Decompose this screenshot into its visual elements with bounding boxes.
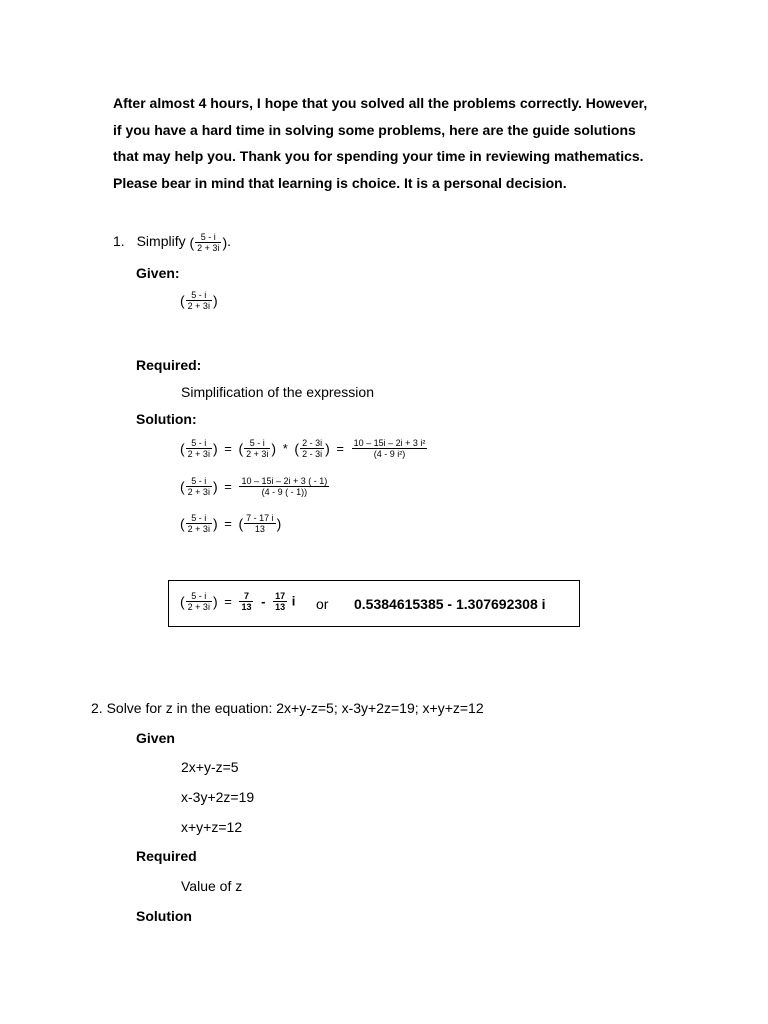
- equation: 2x+y-z=5: [181, 759, 239, 775]
- or-text: or: [316, 596, 329, 612]
- solution-label: Solution: [136, 908, 192, 924]
- given-label: Given: [136, 730, 175, 746]
- problem-2-heading: 2. Solve for z in the equation: 2x+y-z=5; x-3y+2z=19; x+y+z=12: [91, 700, 484, 716]
- intro-line: Please bear in mind that learning is choice. It is a personal decision.: [113, 174, 567, 191]
- required-text: Simplification of the expression: [181, 384, 374, 400]
- problem-prompt: Simplify: [136, 233, 186, 250]
- answer-decimal: 0.5384615385 - 1.307692308 i: [354, 596, 546, 612]
- required-label: Required:: [136, 357, 202, 373]
- solution-step-3: ( $\frac{5 - i}{2 + 3i}$ ) = ( $\frac{7 - 17 i}{13}$ ): [180, 513, 282, 535]
- intro-paragraph: [113, 90, 647, 196]
- required-text: Value of z: [181, 878, 243, 894]
- solution-step-2: ( $\frac{5 - i}{2 + 3i}$ ) = $\frac{10 - 15i - 2i + 3 ( - 1)}{(4 - 9 ( - 1))}$: [180, 476, 328, 498]
- fraction: $\frac{5 - i}{2 + 3i}$: [197, 232, 220, 253]
- given-expression: ( $\frac{5 - i}{2 + 3i}$ ): [180, 290, 218, 311]
- equation: x-3y+2z=19: [181, 789, 255, 805]
- problem-1-heading: 1. Simplify ( $\frac{5 - i}{2 + 3i}$ ).: [113, 232, 231, 253]
- intro-line: if you have a hard time in solving some problems, here are the guide solutions: [113, 121, 636, 138]
- required-label: Required: [136, 848, 197, 864]
- answer-fraction-form: ( $\frac{5 - i}{2 + 3i}$ ) = $\frac{7}{13}$ - $\frac{17}{13}$ i: [180, 591, 296, 613]
- problem-number: 1.: [113, 233, 125, 250]
- solution-step-1: ( $\frac{5 - i}{2 + 3i}$ ) = ( $\frac{5 - i}{2 + 3i}$ ) * ( $\frac{2 - 3i}{2 - 3i}$ ) = $\frac{\text{10 – 15i – 2i + 3 i²}}{\text{(4 - 9 i²)}}$: [180, 438, 426, 460]
- solution-label: Solution:: [136, 411, 197, 427]
- equation: x+y+z=12: [181, 819, 243, 835]
- intro-line: that may help you. Thank you for spending your time in reviewing mathematics.: [113, 148, 644, 164]
- intro-line: After almost 4 hours, I hope that you solved all the problems correctly. However,: [113, 95, 648, 111]
- given-label: Given:: [136, 265, 180, 281]
